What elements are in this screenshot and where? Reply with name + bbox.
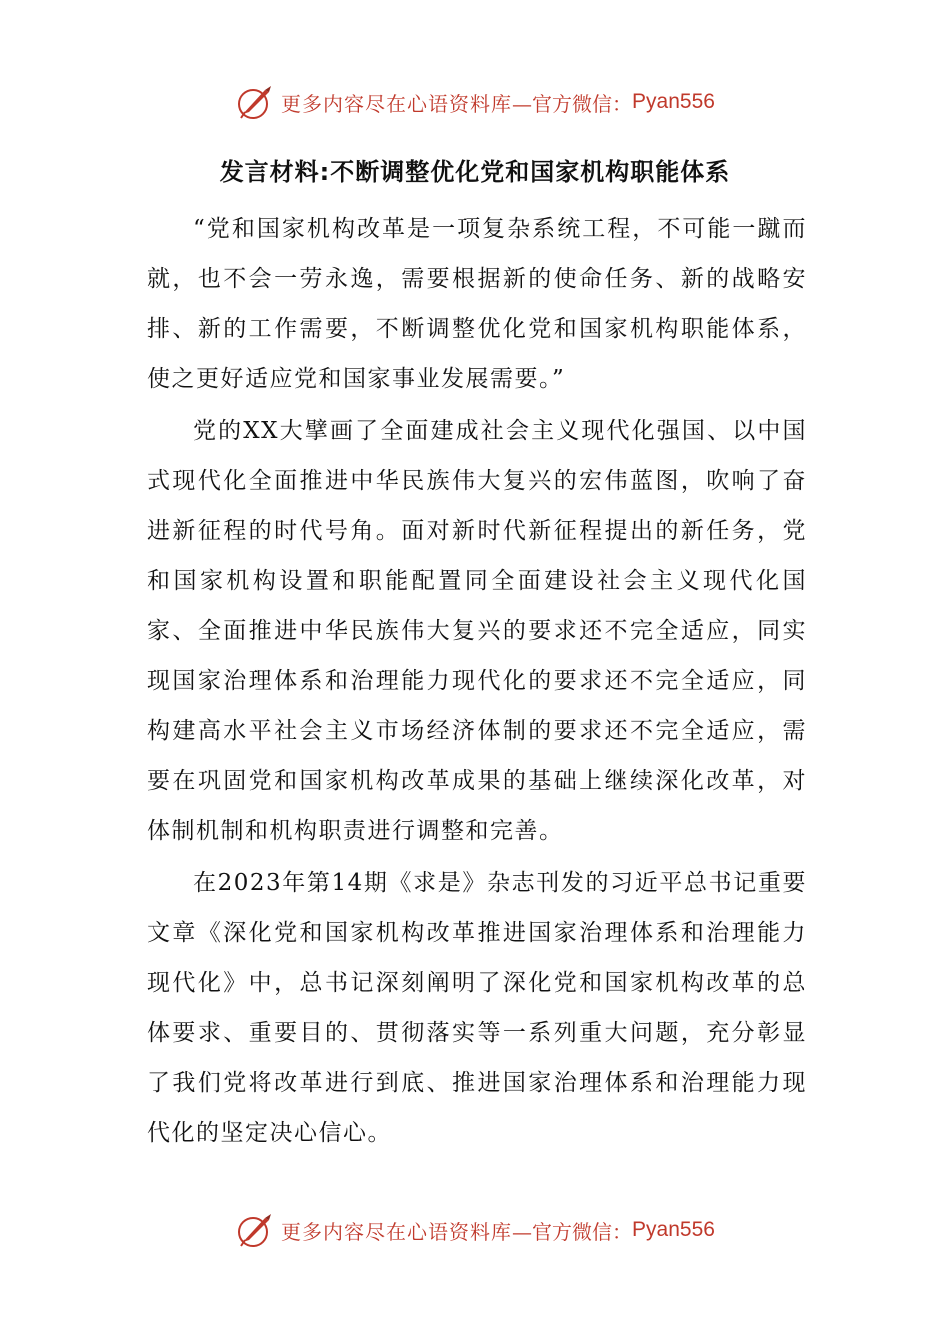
quill-pen-logo-icon xyxy=(235,82,275,122)
paragraph-qiushi-article: 在2023年第14期《求是》杂志刊发的习近平总书记重要文章《深化党和国家机构改革推进国家治理体系和治理能力现代化》中，总书记深刻阐明了深化党和国家机构改革的总体要求、重要目的、贯彻落实等一系列重大问题，充分彰显了我们党将改革进行到底、推进国家治理体系和治理能力现代化的坚定决心信心。 xyxy=(147,870,807,1146)
header-banner xyxy=(0,78,950,126)
footer-banner xyxy=(0,1206,950,1254)
paragraph-quote: “党和国家机构改革是一项复杂系统工程，不可能一蹴而就，也不会一劳永逸，需要根据新的使命任务、新的战略安排、新的工作需要，不断调整优化党和国家机构职能体系，使之更好适应党和国家事业发展需要。” xyxy=(147,216,807,392)
banner-wechat-label: —官方微信： xyxy=(512,91,633,116)
quill-pen-logo-icon xyxy=(235,1210,275,1250)
banner-wechat-id: Pyan556 xyxy=(632,1218,715,1241)
banner-wechat-label: —官方微信： xyxy=(512,1219,633,1244)
document-title: 发言材料:不断调整优化党和国家机构职能体系 xyxy=(219,158,731,186)
paragraph-background: 党的XX大擘画了全面建成社会主义现代化强国、以中国式现代化全面推进中华民族伟大复兴的宏伟蓝图，吹响了奋进新征程的时代号角。面对新时代新征程提出的新任务，党和国家机构设置和职能配置同全面建设社会主义现代化国家、全面推进中华民族伟大复兴的要求还不完全适应，同实现国家治理体系和治理能力现代化的要求还不完全适应，同构建高水平社会主义市场经济体制的要求还不完全适应，需要在巩固党和国家机构改革成果的基础上继续深化改革，对体制机制和机构职责进行调整和完善。 xyxy=(147,418,807,844)
banner-text: 更多内容尽在心语资料库 xyxy=(281,91,513,116)
document-body xyxy=(147,204,807,1160)
banner-text: 更多内容尽在心语资料库 xyxy=(281,1219,513,1244)
banner-wechat-id: Pyan556 xyxy=(632,90,715,113)
